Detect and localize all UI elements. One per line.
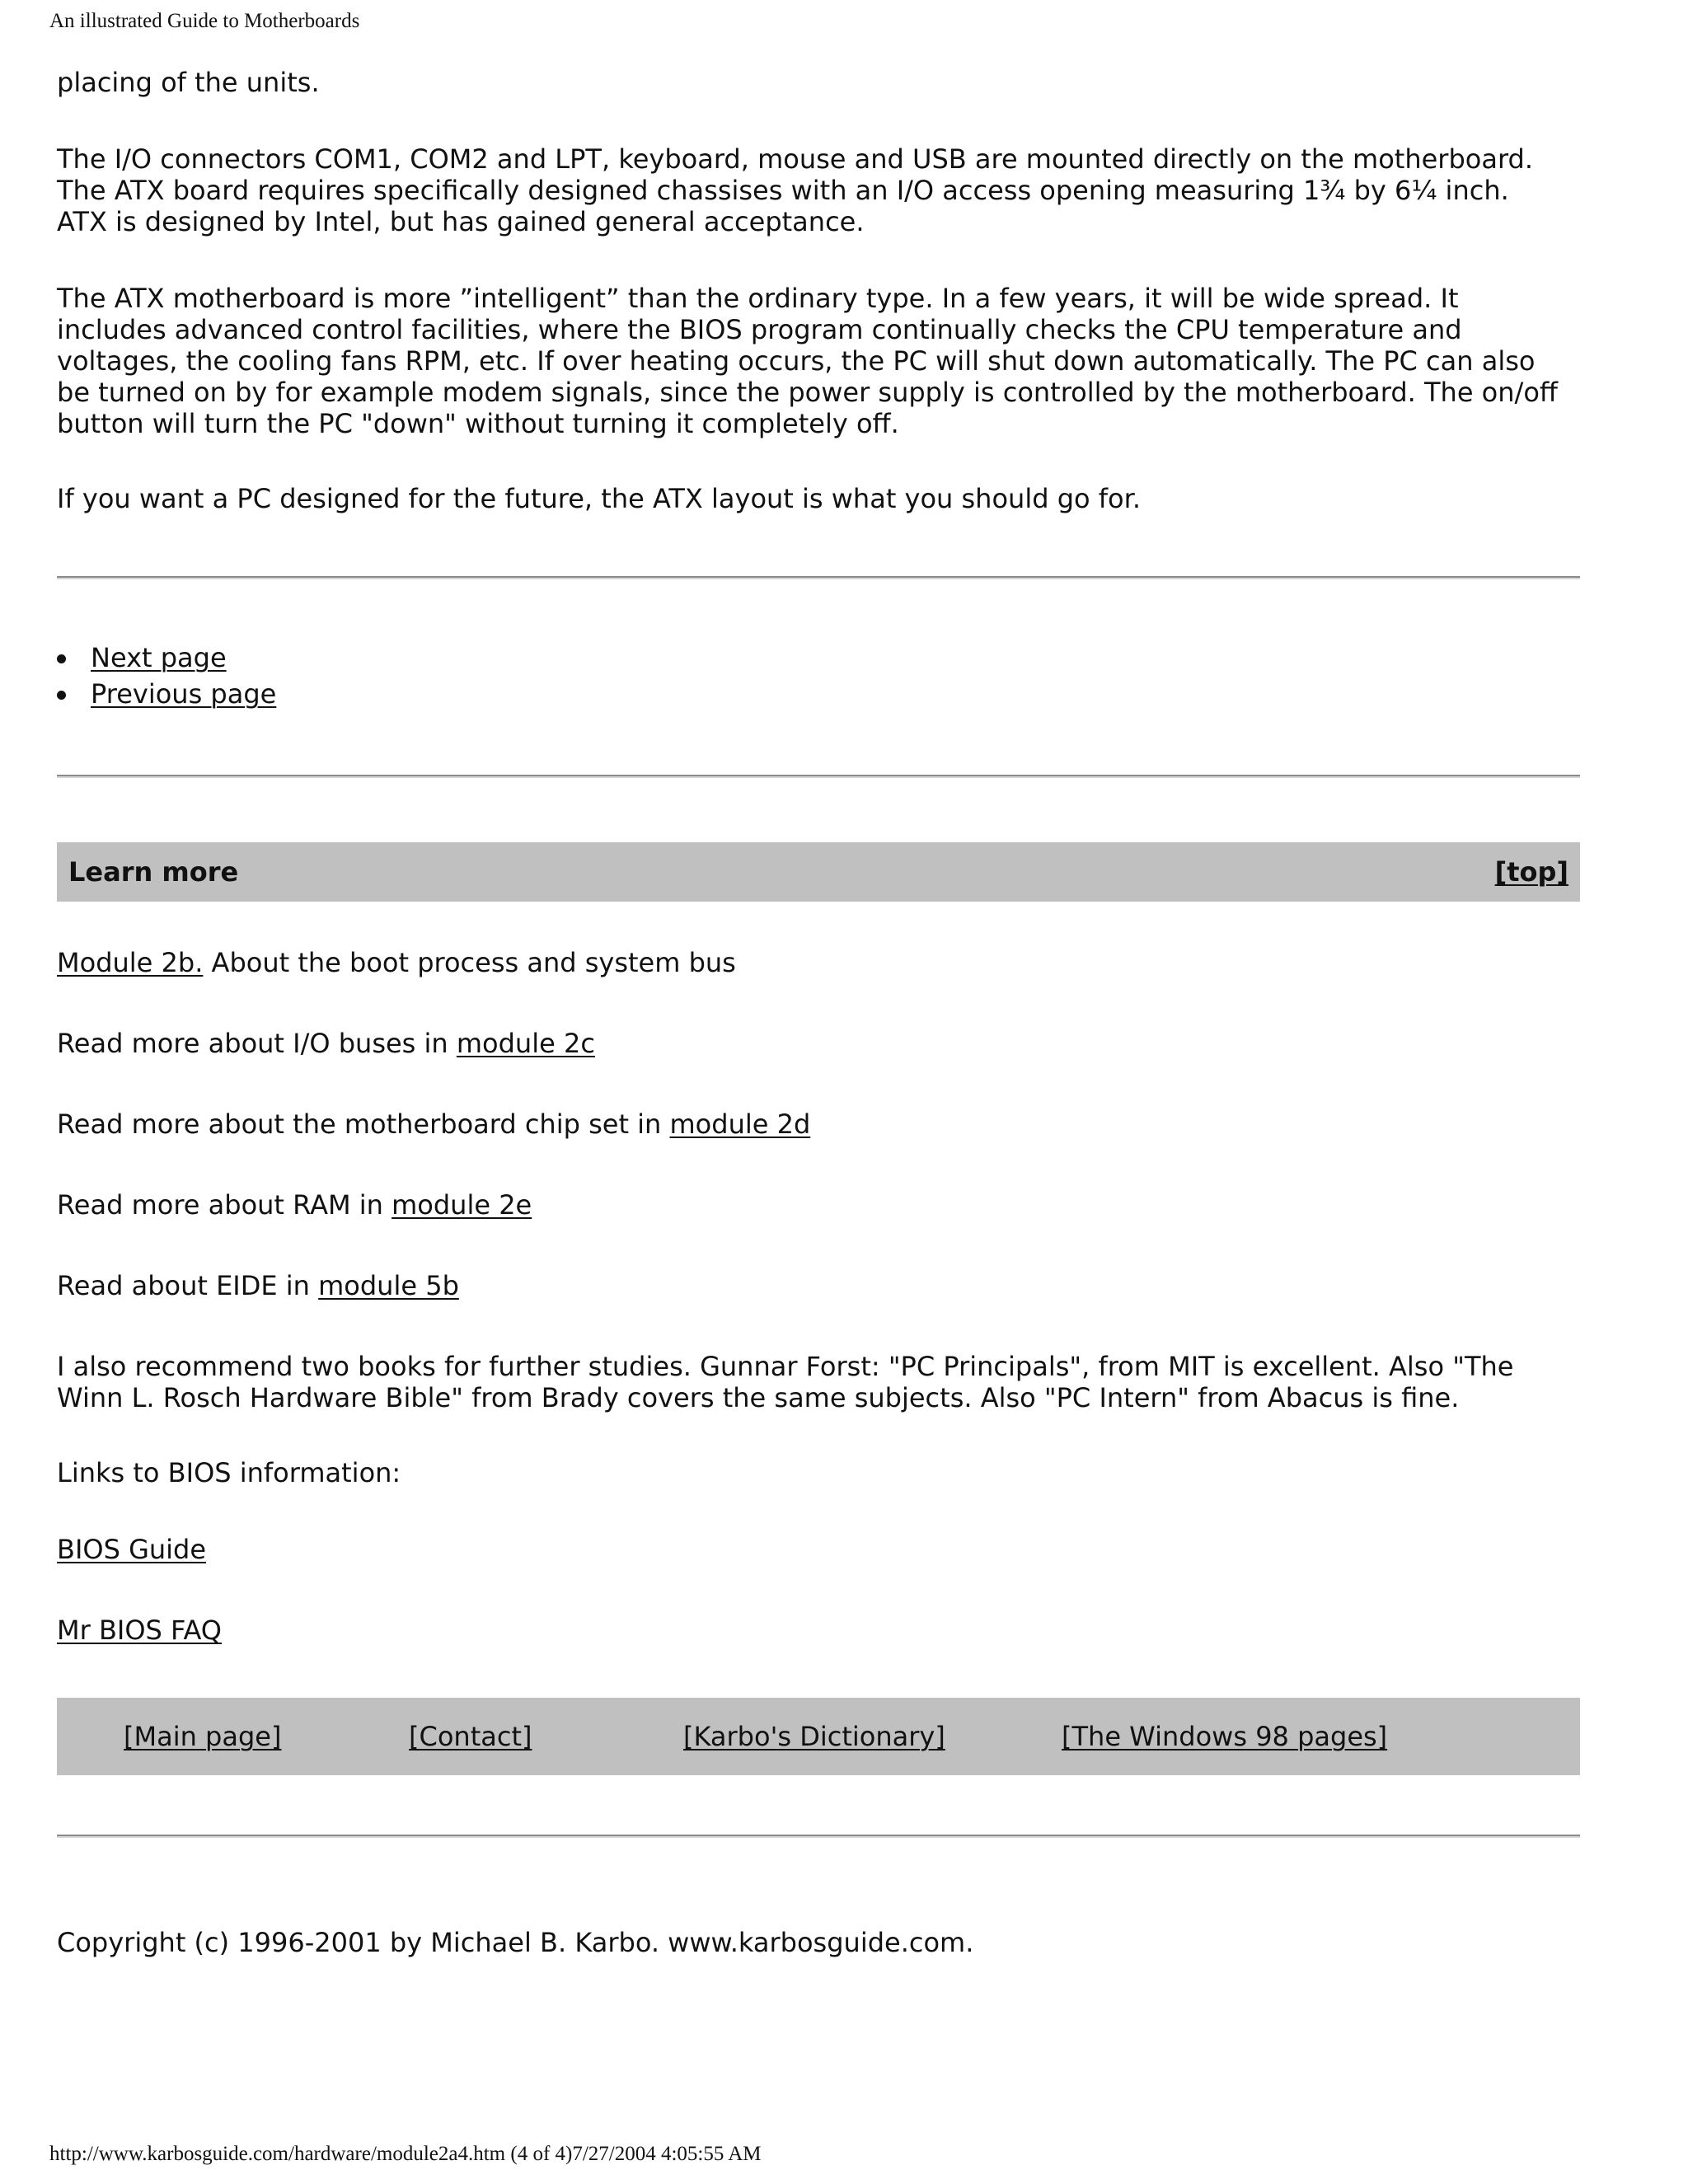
divider-3 xyxy=(57,1835,1580,1838)
io-buses-text: Read more about I/O buses in xyxy=(57,1028,457,1059)
learn-more-header xyxy=(57,842,1580,902)
books-line-1: I also recommend two books for further studies. Gunnar Forst: "PC Principals", from MIT is excellent. Also "The xyxy=(57,1351,1514,1382)
io-line-1: The I/O connectors COM1, COM2 and LPT, keyboard, mouse and USB are mounted directly on the motherboard. xyxy=(57,143,1534,175)
paragraph-future: If you want a PC designed for the future, the ATX layout is what you should go for. xyxy=(57,483,1141,514)
previous-page-link[interactable]: Previous page xyxy=(91,678,277,710)
paragraph-atx-intelligent xyxy=(57,283,1558,439)
print-footer: http://www.karbosguide.com/hardware/module2a4.htm (4 of 4)7/27/2004 4:05:55 AM xyxy=(49,2143,762,2165)
divider-1 xyxy=(57,576,1580,579)
atx-line-1: The ATX motherboard is more ”intelligent” than the ordinary type. In a few years, it will be wide spread. It xyxy=(57,283,1459,314)
mr-bios-faq-line xyxy=(57,1615,1582,1646)
page-navigation xyxy=(57,640,276,712)
eide-text: Read about EIDE in xyxy=(57,1270,319,1301)
module-2e-link[interactable]: module 2e xyxy=(392,1189,532,1221)
bios-label: Links to BIOS information: xyxy=(57,1457,401,1488)
main-page-link[interactable]: [Main page] xyxy=(124,1721,282,1752)
paragraph-placing: placing of the units. xyxy=(57,67,320,98)
module-2d-link[interactable]: module 2d xyxy=(669,1108,811,1140)
footer-navigation xyxy=(57,1698,1580,1775)
ram-line xyxy=(57,1189,1582,1221)
print-header: An illustrated Guide to Motherboards xyxy=(49,10,360,32)
bullet-icon xyxy=(57,691,66,700)
copyright: Copyright (c) 1996-2001 by Michael B. Karbo. www.karbosguide.com. xyxy=(57,1927,974,1958)
top-link[interactable]: [top] xyxy=(1494,856,1568,888)
atx-line-2: includes advanced control facilities, where the BIOS program continually checks the CPU temperature and xyxy=(57,314,1462,345)
dictionary-link[interactable]: [Karbo's Dictionary] xyxy=(683,1721,945,1752)
io-buses-line xyxy=(57,1028,1582,1059)
bullet-icon xyxy=(57,654,66,663)
mr-bios-faq-link[interactable]: Mr BIOS FAQ xyxy=(57,1615,222,1646)
atx-line-5: button will turn the PC "down" without turning it completely off. xyxy=(57,408,899,439)
module-5b-link[interactable]: module 5b xyxy=(318,1270,459,1301)
atx-line-3: voltages, the cooling fans RPM, etc. If over heating occurs, the PC will shut down automatically. The PC can also xyxy=(57,345,1536,377)
io-line-3: ATX is designed by Intel, but has gained general acceptance. xyxy=(57,206,865,237)
ram-text: Read more about RAM in xyxy=(57,1189,392,1221)
module-2b-description: About the boot process and system bus xyxy=(203,947,736,978)
atx-line-4: be turned on by for example modem signals, since the power supply is controlled by the motherboard. The on/off xyxy=(57,377,1558,408)
nav-item-next xyxy=(57,640,276,676)
bios-guide-link[interactable]: BIOS Guide xyxy=(57,1534,207,1565)
module-2b-line xyxy=(57,947,1582,978)
nav-item-previous xyxy=(57,676,276,712)
chipset-text: Read more about the motherboard chip set in xyxy=(57,1108,670,1140)
bios-guide-line xyxy=(57,1534,1582,1565)
module-2b-link[interactable]: Module 2b. xyxy=(57,947,204,978)
chipset-line xyxy=(57,1108,1582,1140)
books-paragraph xyxy=(57,1351,1513,1413)
divider-2 xyxy=(57,775,1580,778)
learn-more-title: Learn more xyxy=(68,856,239,888)
paragraph-io-connectors xyxy=(57,143,1533,237)
contact-link[interactable]: [Contact] xyxy=(409,1721,532,1752)
eide-line xyxy=(57,1270,1582,1301)
module-2c-link[interactable]: module 2c xyxy=(456,1028,595,1059)
books-line-2: Winn L. Rosch Hardware Bible" from Brady covers the same subjects. Also "PC Intern" from Abacus is fine. xyxy=(57,1382,1460,1413)
next-page-link[interactable]: Next page xyxy=(91,642,227,673)
windows98-link[interactable]: [The Windows 98 pages] xyxy=(1062,1721,1388,1752)
io-line-2: The ATX board requires specifically designed chassises with an I/O access opening measuring 1¾ by 6¼ inch. xyxy=(57,175,1509,206)
